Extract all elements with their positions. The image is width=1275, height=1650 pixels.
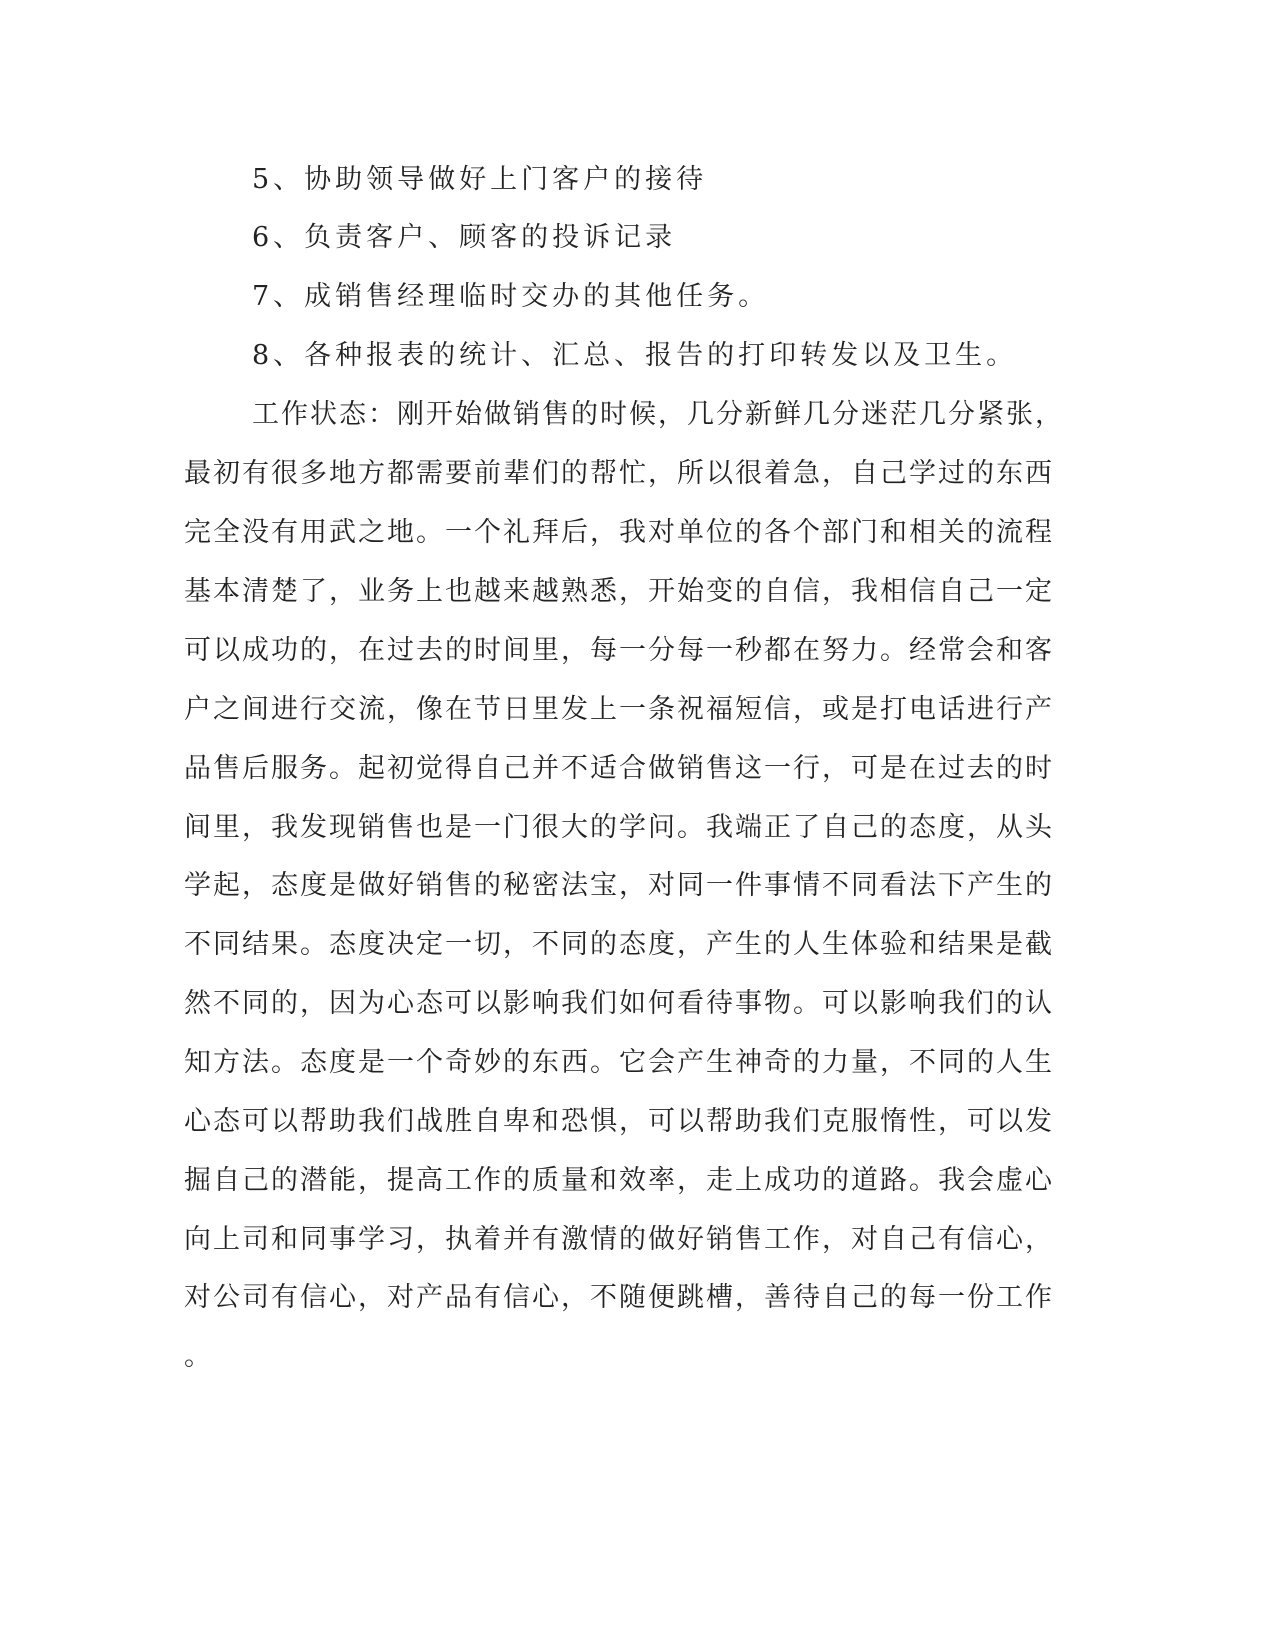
paragraph-line: 对公司有信心，对产品有信心，不随便跳槽，善待自己的每一份工作	[184, 1282, 1054, 1313]
list-item-5: 5、协助领导做好上门客户的接待	[252, 164, 708, 195]
paragraph-line: 完全没有用武之地。一个礼拜后，我对单位的各个部门和相关的流程	[184, 517, 1054, 548]
paragraph-line: 掘自己的潜能，提高工作的质量和效率，走上成功的道路。我会虚心	[184, 1165, 1054, 1196]
paragraph-line: 知方法。态度是一个奇妙的东西。它会产生神奇的力量，不同的人生	[184, 1047, 1054, 1078]
paragraph-line: 工作状态：刚开始做销售的时候，几分新鲜几分迷茫几分紧张，	[252, 399, 1064, 430]
paragraph-line: 基本清楚了，业务上也越来越熟悉，开始变的自信，我相信自己一定	[184, 576, 1054, 607]
paragraph-line: 向上司和同事学习，执着并有激情的做好销售工作，对自己有信心，	[184, 1224, 1054, 1255]
paragraph-line: 间里，我发现销售也是一门很大的学问。我端正了自己的态度，从头	[184, 812, 1054, 843]
paragraph-line: 然不同的，因为心态可以影响我们如何看待事物。可以影响我们的认	[184, 988, 1054, 1019]
paragraph-line: 学起，态度是做好销售的秘密法宝，对同一件事情不同看法下产生的	[184, 870, 1054, 901]
paragraph-line: 心态可以帮助我们战胜自卑和恐惧，可以帮助我们克服惰性，可以发	[184, 1106, 1054, 1137]
paragraph-line: 最初有很多地方都需要前辈们的帮忙，所以很着急，自己学过的东西	[184, 458, 1054, 489]
list-item-8: 8、各种报表的统计、汇总、报告的打印转发以及卫生。	[252, 340, 1018, 371]
list-item-7: 7、成销售经理临时交办的其他任务。	[252, 281, 770, 312]
paragraph-line: 品售后服务。起初觉得自己并不适合做销售这一行，可是在过去的时	[184, 753, 1054, 784]
paragraph-line: 不同结果。态度决定一切，不同的态度，产生的人生体验和结果是截	[184, 929, 1054, 960]
paragraph-line: 户之间进行交流，像在节日里发上一条祝福短信，或是打电话进行产	[184, 694, 1054, 725]
list-item-6: 6、负责客户、顾客的投诉记录	[252, 222, 677, 253]
paragraph-line: 。	[184, 1341, 213, 1372]
paragraph-line: 可以成功的，在过去的时间里，每一分每一秒都在努力。经常会和客	[184, 635, 1054, 666]
